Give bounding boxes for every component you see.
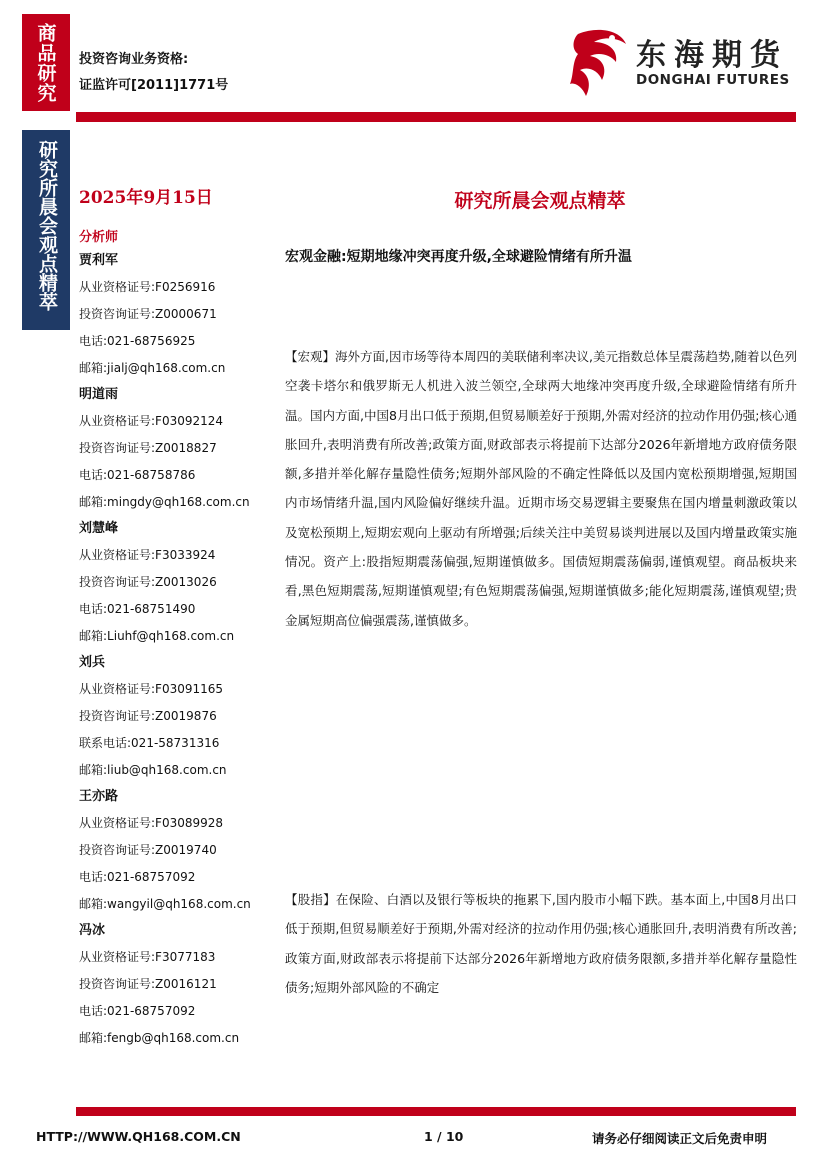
analyst-advisory-license: 投资咨询证号:Z0019876 xyxy=(79,709,217,723)
analyst-license: 从业资格证号:F0256916 xyxy=(79,280,216,294)
analyst-heading: 分析师 xyxy=(79,230,119,245)
qualification-line-2: 证监许可[2011]1771号 xyxy=(79,78,229,93)
section-subtitle: 宏观金融:短期地缘冲突再度升级,全球避险情绪有所升温 xyxy=(285,249,632,265)
analyst-advisory-license: 投资咨询证号:Z0000671 xyxy=(79,307,217,321)
analyst-phone: 电话:021-68751490 xyxy=(79,602,196,616)
report-type-tab xyxy=(22,130,70,330)
analyst-license: 从业资格证号:F3033924 xyxy=(79,548,216,562)
section-tab-commodity-research xyxy=(22,14,70,111)
analyst-list xyxy=(79,248,279,1052)
analyst-email: 邮箱:wangyil@qh168.com.cn xyxy=(79,897,251,911)
footer-url-link[interactable]: HTTP://WWW.QH168.COM.CN xyxy=(36,1129,241,1144)
analyst-email: 邮箱:jialj@qh168.com.cn xyxy=(79,361,226,375)
analyst-phone: 电话:021-68757092 xyxy=(79,1004,196,1018)
macro-paragraph xyxy=(285,342,797,635)
report-date: 2025年9月15日 xyxy=(79,188,213,208)
analyst-name: 刘兵 xyxy=(79,655,106,670)
analyst-phone: 联系电话:021-58731316 xyxy=(79,736,220,750)
analyst-license: 从业资格证号:F03091165 xyxy=(79,682,224,696)
analyst-card xyxy=(79,382,279,516)
analyst-name: 冯冰 xyxy=(79,923,106,938)
analyst-phone: 电话:021-68757092 xyxy=(79,870,196,884)
analyst-advisory-license: 投资咨询证号:Z0016121 xyxy=(79,977,217,991)
section-tab-label: 商品研究 xyxy=(34,22,57,103)
analyst-card xyxy=(79,516,279,650)
analyst-name: 贾利军 xyxy=(79,253,119,268)
analyst-license: 从业资格证号:F03092124 xyxy=(79,414,224,428)
dragon-emblem-icon xyxy=(568,26,634,102)
analyst-card xyxy=(79,248,279,382)
report-type-label: 研究所晨会观点精萃 xyxy=(35,140,58,311)
stock-index-paragraph xyxy=(285,885,797,1002)
page-number: 1 / 10 xyxy=(424,1129,464,1144)
report-title: 研究所晨会观点精萃 xyxy=(454,190,626,212)
logo-chinese-name: 东海期货 xyxy=(636,38,788,73)
qualification-line-1: 投资咨询业务资格: xyxy=(79,52,189,67)
analyst-email: 邮箱:Liuhf@qh168.com.cn xyxy=(79,629,235,643)
macro-text: 海外方面,因市场等待本周四的美联储利率决议,美元指数总体呈震荡趋势,随着以色列空袭卡塔尔和俄罗斯无人机进入波兰领空,全球两大地缘冲突再度升级,全球避险情绪有所升温。国内方面,中国8月出口低于预期,但贸易顺差好于预期,外需对经济的拉动作用仍强;核心通胀回升,表明消费有所改善;政策方面,财政部表示将提前下达部分2026年新增地方政府债务限额,多措并举化解存量隐性债务;短期外部风险的不确定性降低以及国内宽松预期增强,短期国内市场情绪升温,国内风险偏好继续升温。近期市场交易逻辑主要聚焦在国内增量刺激政策以及宽松预期上,短期宏观向上驱动有所增强;后续关注中美贸易谈判进展以及国内增量政策实施情况。资产上:股指短期震荡偏强,短期谨慎做多。国债短期震荡偏弱,谨慎观望。商品板块来看,黑色短期震荡,短期谨慎观望;有色短期震荡偏强,短期谨慎做多;能化短期震荡,谨慎观望;贵金属短期高位偏强震荡,谨慎做多。 xyxy=(285,349,797,628)
analyst-email: 邮箱:liub@qh168.com.cn xyxy=(79,763,227,777)
analyst-license: 从业资格证号:F3077183 xyxy=(79,950,216,964)
analyst-email: 邮箱:mingdy@qh168.com.cn xyxy=(79,495,250,509)
stock-tag: 【股指】 xyxy=(285,892,336,907)
footer-divider xyxy=(76,1107,796,1116)
disclaimer-note: 请务必仔细阅读正文后免责申明 xyxy=(592,1131,768,1146)
analyst-card xyxy=(79,784,279,918)
analyst-name: 王亦路 xyxy=(79,789,119,804)
header-divider xyxy=(76,112,796,122)
analyst-license: 从业资格证号:F03089928 xyxy=(79,816,224,830)
analyst-phone: 电话:021-68756925 xyxy=(79,334,196,348)
analyst-card xyxy=(79,918,279,1052)
analyst-card xyxy=(79,650,279,784)
analyst-advisory-license: 投资咨询证号:Z0013026 xyxy=(79,575,217,589)
analyst-phone: 电话:021-68758786 xyxy=(79,468,196,482)
stock-text: 在保险、白酒以及银行等板块的拖累下,国内股市小幅下跌。基本面上,中国8月出口低于预期,但贸易顺差好于预期,外需对经济的拉动作用仍强;核心通胀回升,表明消费有所改善;政策方面,财政部表示将提前下达部分2026年新增地方政府债务限额,多措并举化解存量隐性债务;短期外部风险的不确定 xyxy=(285,892,797,995)
analyst-advisory-license: 投资咨询证号:Z0018827 xyxy=(79,441,217,455)
company-logo xyxy=(568,26,796,106)
analyst-name: 明道雨 xyxy=(79,387,119,402)
macro-tag: 【宏观】 xyxy=(285,349,336,364)
analyst-email: 邮箱:fengb@qh168.com.cn xyxy=(79,1031,240,1045)
analyst-advisory-license: 投资咨询证号:Z0019740 xyxy=(79,843,217,857)
logo-english-name: DONGHAI FUTURES xyxy=(636,72,790,88)
analyst-name: 刘慧峰 xyxy=(79,521,119,536)
